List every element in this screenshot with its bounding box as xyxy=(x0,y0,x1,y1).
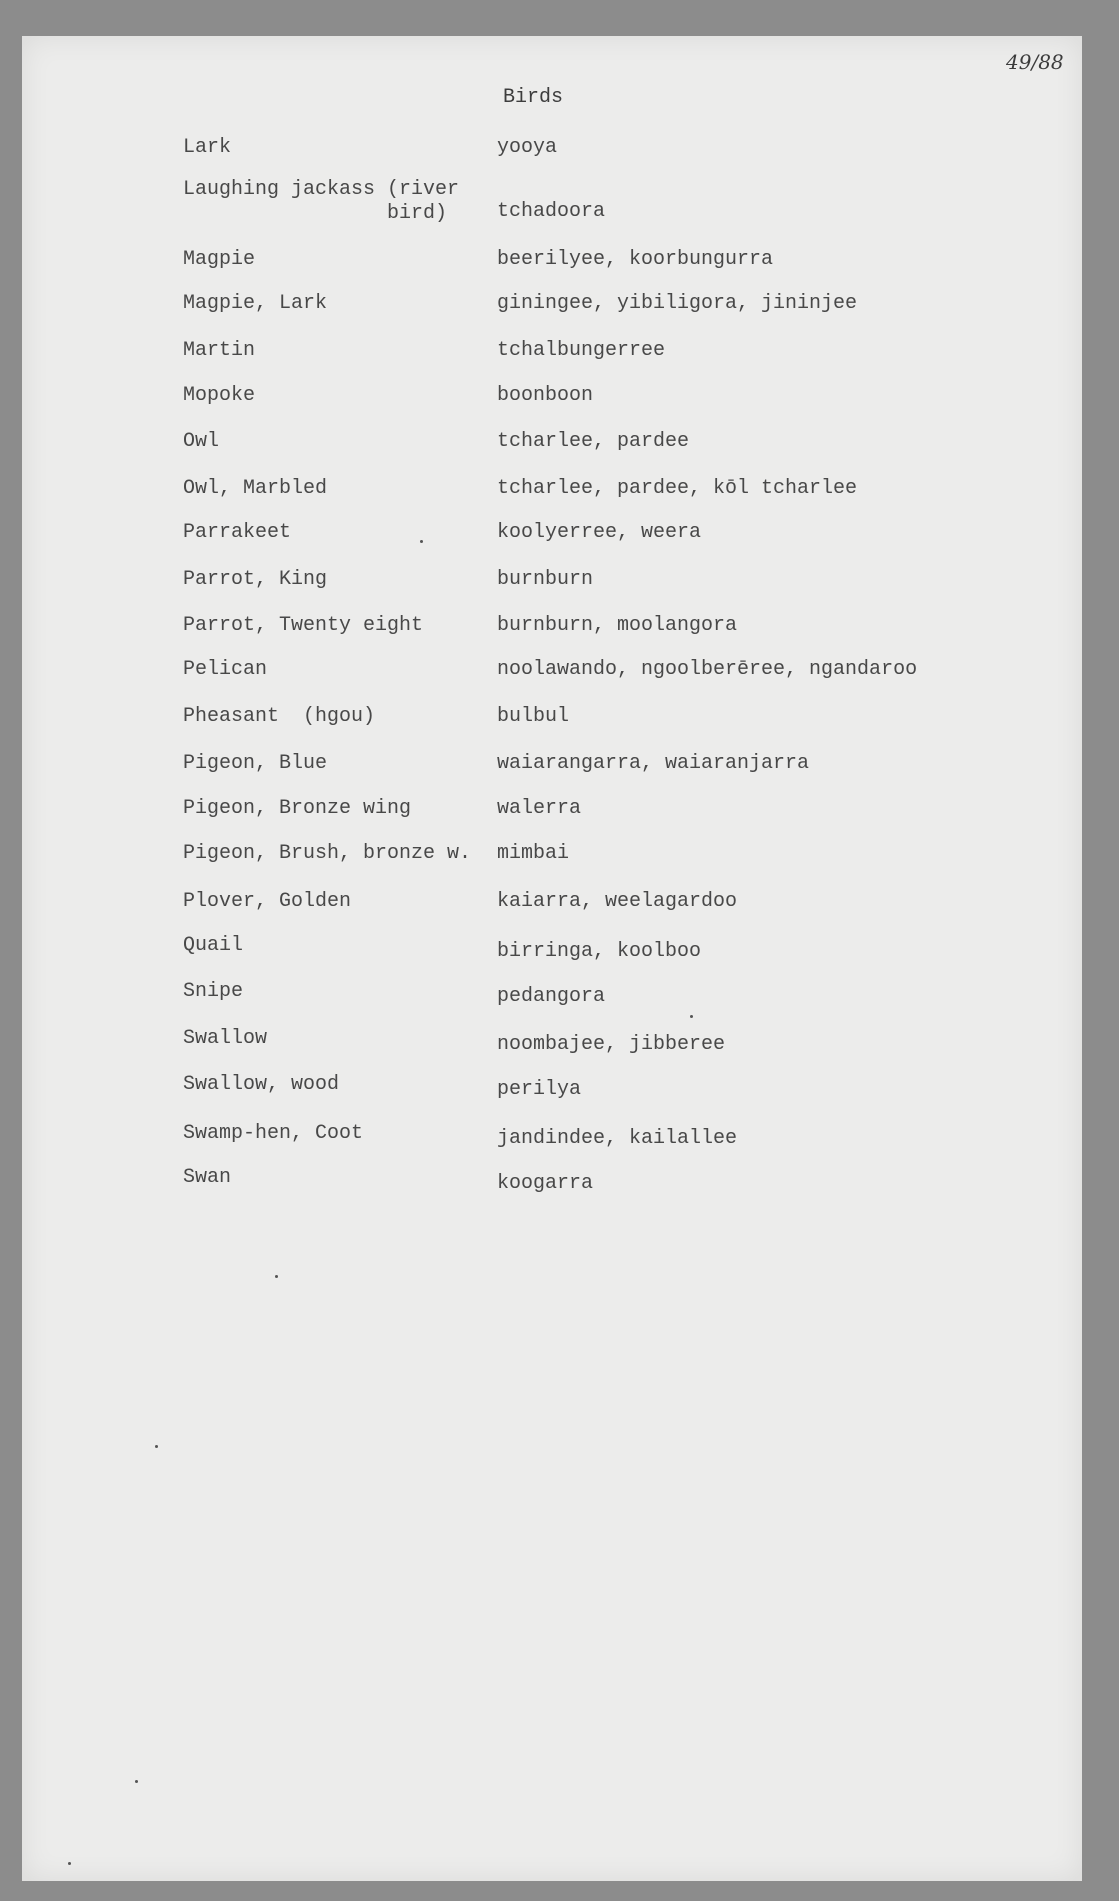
english-term: Mopoke xyxy=(183,384,256,407)
english-term: Magpie, Lark xyxy=(183,292,328,315)
english-term: Pigeon, Blue xyxy=(183,752,328,775)
native-term: noolawando, ngoolberēree, ngandaroo xyxy=(497,658,918,681)
english-term: Swan xyxy=(183,1166,232,1189)
english-term: Magpie xyxy=(183,248,256,271)
native-term: beerilyee, koorbungurra xyxy=(497,248,774,271)
english-term: Snipe xyxy=(183,980,244,1003)
native-term: tcharlee, pardee xyxy=(497,430,690,453)
english-term: Pelican xyxy=(183,658,268,681)
english-term: Parrakeet xyxy=(183,521,292,544)
english-term: Parrot, Twenty eight xyxy=(183,614,424,637)
native-term: burnburn, moolangora xyxy=(497,614,738,637)
english-term: Pigeon, Bronze wing xyxy=(183,797,412,820)
paper-speck xyxy=(690,1015,693,1018)
native-term: tchadoora xyxy=(497,200,606,223)
english-term: Swallow, wood xyxy=(183,1073,340,1096)
english-term: Plover, Golden xyxy=(183,890,352,913)
english-term: Owl, Marbled xyxy=(183,477,328,500)
paper-speck xyxy=(155,1445,158,1448)
english-term: Parrot, King xyxy=(183,568,328,591)
native-term: yooya xyxy=(497,136,558,159)
english-term: Pigeon, Brush, bronze w. xyxy=(183,842,472,865)
english-term: Martin xyxy=(183,339,256,362)
native-term: tcharlee, pardee, kōl tcharlee xyxy=(497,477,858,500)
english-term: Quail xyxy=(183,934,244,957)
native-term: noombajee, jibberee xyxy=(497,1033,726,1056)
page-title: Birds xyxy=(503,86,564,109)
native-term: giningee, yibiligora, jininjee xyxy=(497,292,858,315)
native-term: boonboon xyxy=(497,384,594,407)
native-term: jandindee, kailallee xyxy=(497,1127,738,1150)
english-term: Swamp-hen, Coot xyxy=(183,1122,364,1145)
native-term: perilya xyxy=(497,1078,582,1101)
native-term: mimbai xyxy=(497,842,570,865)
native-term: pedangora xyxy=(497,985,606,1008)
paper-speck xyxy=(68,1862,71,1865)
english-term: Laughing jackass (river bird) xyxy=(183,178,460,225)
english-term: Swallow xyxy=(183,1027,268,1050)
paper-speck xyxy=(420,540,423,543)
native-term: bulbul xyxy=(497,705,570,728)
native-term: koolyerree, weera xyxy=(497,521,702,544)
native-term: burnburn xyxy=(497,568,594,591)
paper-speck xyxy=(135,1780,138,1783)
paper-speck xyxy=(275,1275,278,1278)
english-term: Lark xyxy=(183,136,232,159)
english-term: Pheasant (hgou) xyxy=(183,705,376,728)
native-term: waiarangarra, waiaranjarra xyxy=(497,752,810,775)
english-term: Owl xyxy=(183,430,220,453)
native-term: kaiarra, weelagardoo xyxy=(497,890,738,913)
native-term: tchalbungerree xyxy=(497,339,666,362)
native-term: birringa, koolboo xyxy=(497,940,702,963)
native-term: koogarra xyxy=(497,1172,594,1195)
page-number: 49/88 xyxy=(1006,50,1064,74)
native-term: walerra xyxy=(497,797,582,820)
